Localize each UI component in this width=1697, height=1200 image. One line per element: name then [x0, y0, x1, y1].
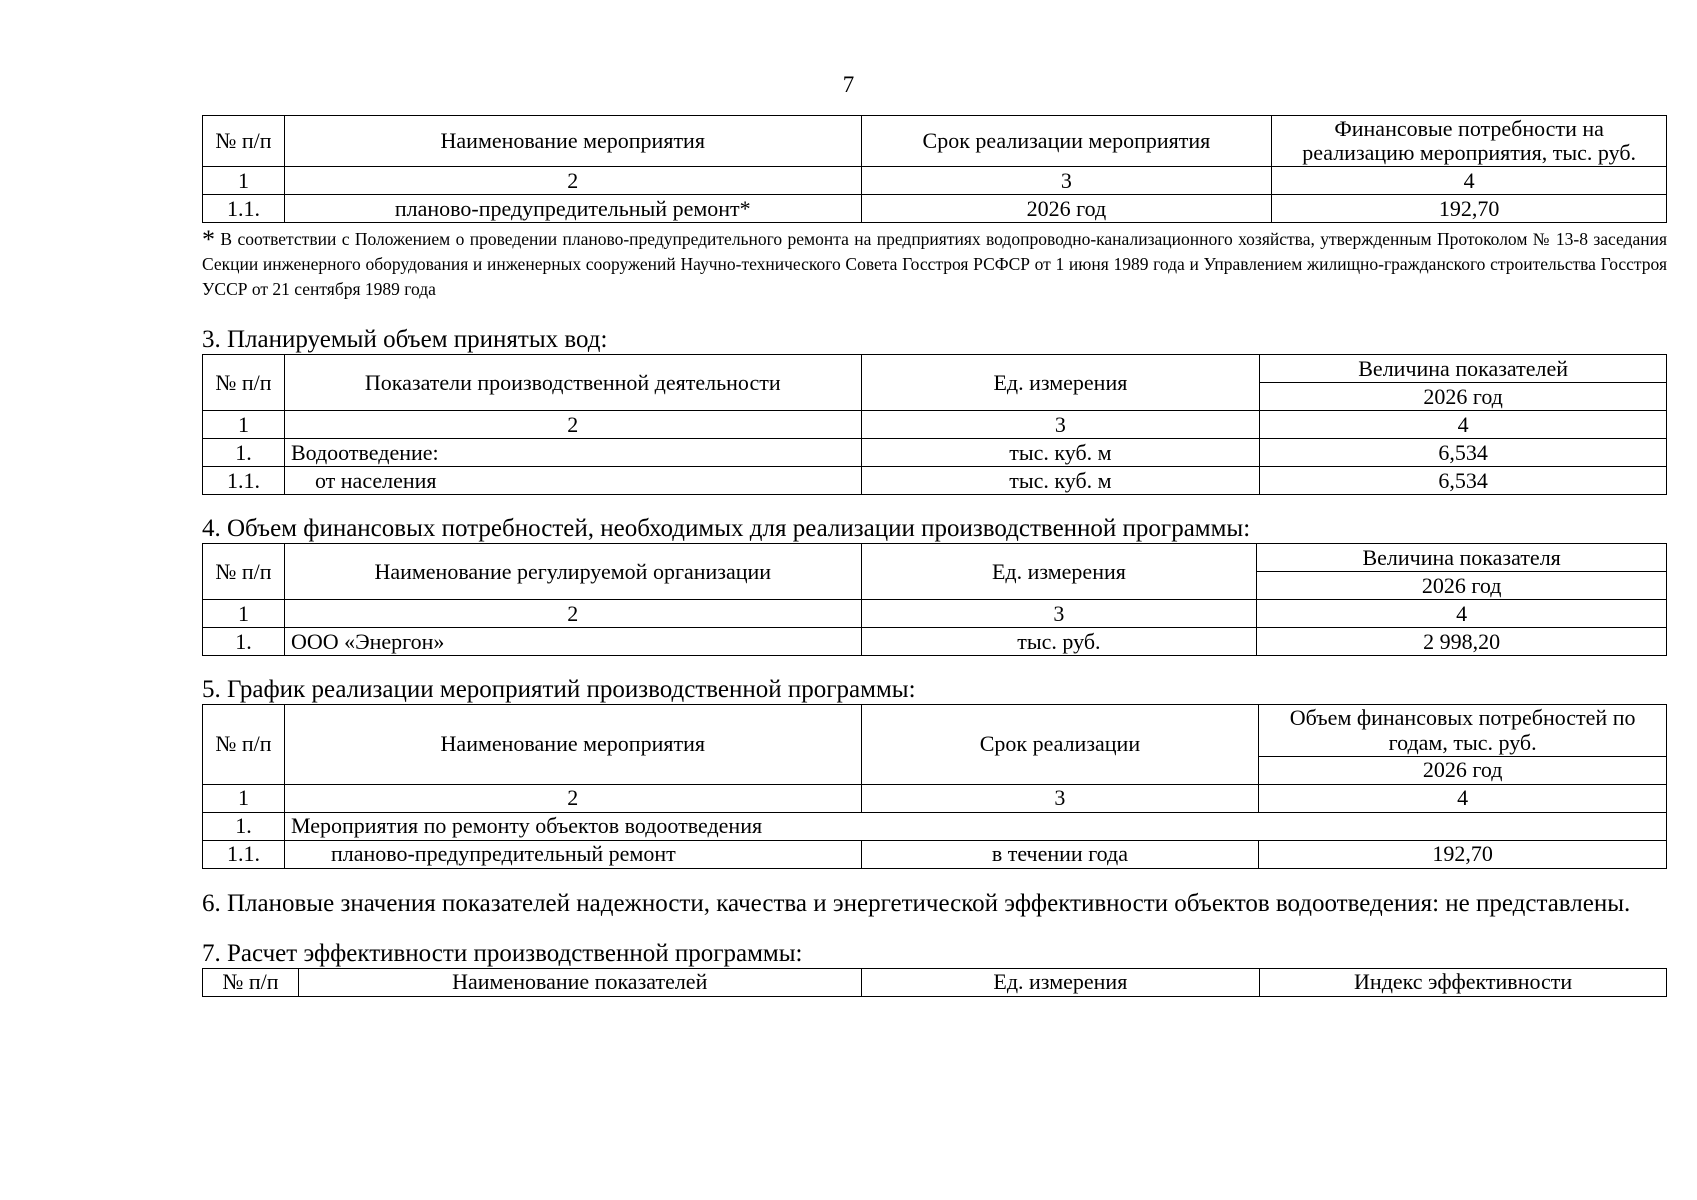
- water-volume-table: [202, 354, 1667, 495]
- index-cell: 2: [284, 167, 861, 195]
- header-cell: Наименование показателей: [298, 968, 861, 996]
- header-cell: Срок реализации мероприятия: [861, 116, 1272, 167]
- unit: тыс. руб.: [861, 628, 1257, 656]
- header-cell: № п/п: [203, 968, 299, 996]
- header-cell: Объем финансовых потребностей по годам, тыс. руб.: [1259, 705, 1667, 756]
- indicator-name: от населения: [284, 467, 861, 495]
- header-cell: Наименование мероприятия: [284, 116, 861, 167]
- section-4-title: 4. Объем финансовых потребностей, необходимых для реализации производственной программы:: [202, 515, 1251, 543]
- section-6-text: 6. Плановые значения показателей надежности, качества и энергетической эффективности объектов водоотведения: не представлены.: [202, 889, 1631, 917]
- table-row: [203, 812, 1667, 840]
- header-cell: Величина показателя: [1257, 544, 1667, 572]
- header-cell: Финансовые потребности на реализацию мероприятия, тыс. руб.: [1272, 116, 1667, 167]
- index-cell: 1: [203, 411, 285, 439]
- header-cell: Индекс эффективности: [1260, 968, 1667, 996]
- footnote-text: В соответствии с Положением о проведении планово-предупредительного ремонта на предприятиях водопроводно-канализационного хозяйства, утвержденным Протоколом № 13-8 заседания Секции инженерного оборудования и инженерных сооружений Научно-технического Совета Госстроя РСФСР от 1 июня 1989 года и Управлением жилищно-гражданского строительства Госстроя УССР от 21 сентября 1989 года: [202, 229, 1667, 300]
- header-cell: Показатели производственной деятельности: [284, 355, 861, 411]
- index-cell: 4: [1257, 600, 1667, 628]
- index-cell: 2: [284, 411, 861, 439]
- index-cell: 2: [284, 600, 861, 628]
- index-cell: 4: [1260, 411, 1667, 439]
- header-cell: Срок реализации: [861, 705, 1259, 784]
- index-cell: 3: [861, 784, 1259, 812]
- unit: тыс. куб. м: [861, 439, 1260, 467]
- header-cell: № п/п: [203, 705, 285, 784]
- footnote: [202, 227, 1667, 302]
- section-5-title: 5. График реализации мероприятий производственной программы:: [202, 676, 916, 704]
- document-body: [202, 115, 1667, 997]
- row-number: 1.1.: [203, 840, 285, 868]
- section-7-title: 7. Расчет эффективности производственной программы:: [202, 939, 803, 967]
- header-cell: Величина показателей: [1260, 355, 1667, 383]
- table-row: [203, 195, 1667, 223]
- header-cell: Ед. измерения: [861, 544, 1257, 600]
- year-header: 2026 год: [1257, 572, 1667, 600]
- table-row: [203, 628, 1667, 656]
- index-cell: 3: [861, 167, 1272, 195]
- page-number: 7: [842, 72, 855, 97]
- row-number: 1.: [203, 812, 285, 840]
- year-header: 2026 год: [1259, 756, 1667, 784]
- header-cell: Ед. измерения: [861, 968, 1260, 996]
- year-header: 2026 год: [1260, 383, 1667, 411]
- value: 6,534: [1260, 439, 1667, 467]
- table-row: [203, 840, 1667, 868]
- row-number: 1.1.: [203, 195, 285, 223]
- table-row: [203, 439, 1667, 467]
- section-3-title: 3. Планируемый объем принятых вод:: [202, 326, 608, 354]
- row-number: 1.: [203, 439, 285, 467]
- schedule-table: [202, 704, 1667, 868]
- index-cell: 3: [861, 411, 1260, 439]
- measure-term: 2026 год: [861, 195, 1272, 223]
- index-cell: 1: [203, 600, 285, 628]
- group-name: Мероприятия по ремонту объектов водоотведения: [284, 812, 1666, 840]
- value: 2 998,20: [1257, 628, 1667, 656]
- row-number: 1.: [203, 628, 285, 656]
- measure-term: в течении года: [861, 840, 1259, 868]
- footnote-star: *: [202, 225, 215, 255]
- index-cell: 4: [1272, 167, 1667, 195]
- measures-table: [202, 115, 1667, 223]
- measure-name: планово-предупредительный ремонт: [284, 840, 861, 868]
- header-cell: № п/п: [203, 544, 285, 600]
- header-cell: Ед. измерения: [861, 355, 1260, 411]
- indicator-name: Водоотведение:: [284, 439, 861, 467]
- measure-cost: 192,70: [1259, 840, 1667, 868]
- header-cell: № п/п: [203, 355, 285, 411]
- measure-name: планово-предупредительный ремонт*: [284, 195, 861, 223]
- index-cell: 4: [1259, 784, 1667, 812]
- table-row: [203, 467, 1667, 495]
- organization-name: ООО «Энергон»: [284, 628, 861, 656]
- index-cell: 1: [203, 167, 285, 195]
- unit: тыс. куб. м: [861, 467, 1260, 495]
- index-cell: 3: [861, 600, 1257, 628]
- index-cell: 2: [284, 784, 861, 812]
- row-number: 1.1.: [203, 467, 285, 495]
- index-cell: 1: [203, 784, 285, 812]
- financial-needs-table: [202, 543, 1667, 656]
- efficiency-table: [202, 968, 1667, 997]
- measure-cost: 192,70: [1272, 195, 1667, 223]
- header-cell: № п/п: [203, 116, 285, 167]
- value: 6,534: [1260, 467, 1667, 495]
- header-cell: Наименование регулируемой организации: [284, 544, 861, 600]
- header-cell: Наименование мероприятия: [284, 705, 861, 784]
